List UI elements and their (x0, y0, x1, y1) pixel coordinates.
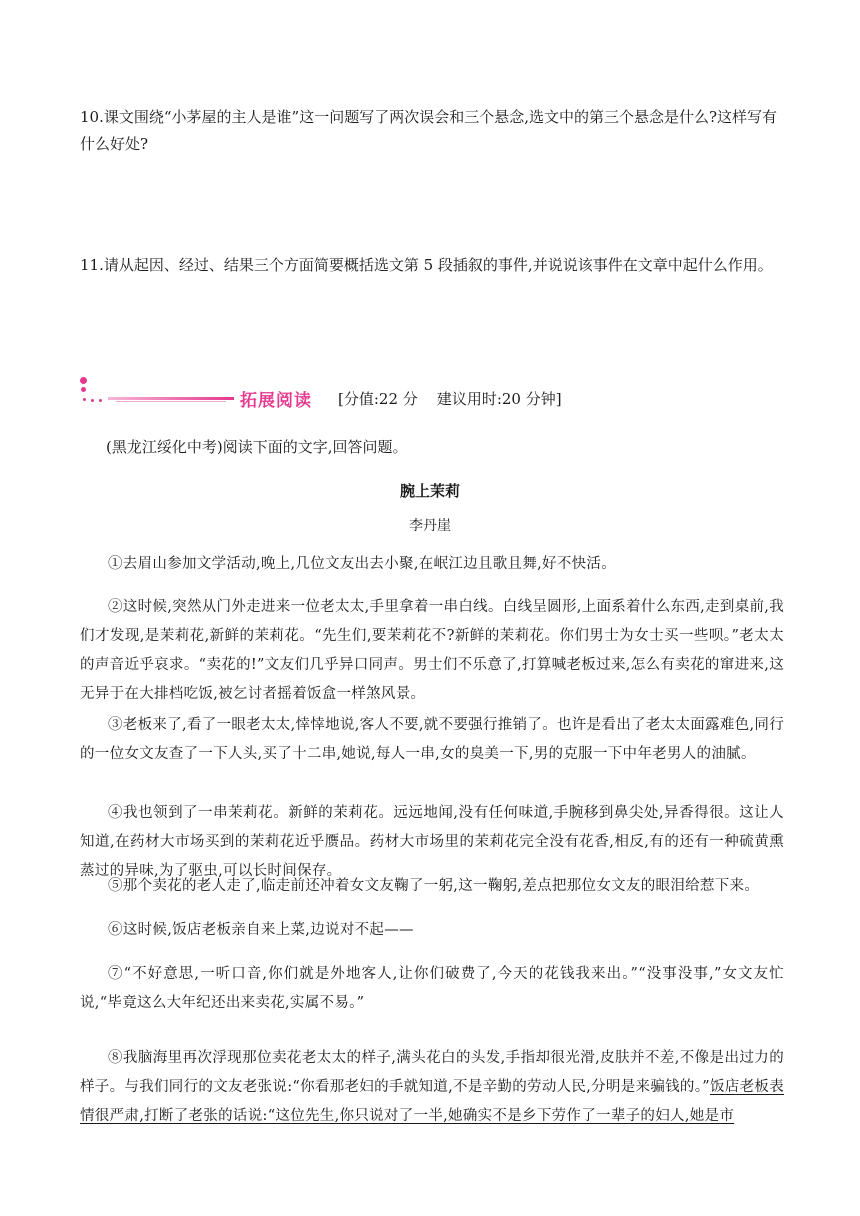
question-11: 11.请从起因、经过、结果三个方面简要概括选文第 5 段插叙的事件,并说说该事件在文章中起什么作用。 (80, 256, 773, 274)
paragraph-7: ⑦“不好意思,一听口音,你们就是外地客人,让你们破费了,今天的花钱我来出。”“没事没事,”女文友忙说,“毕竟这么大年纪还出来卖花,实属不易。” (80, 966, 784, 1011)
decorative-dot-icon (80, 377, 87, 384)
decorative-dot-icon (99, 399, 102, 402)
question-10: 10.课文围绕“小茅屋的主人是谁”这一问题写了两次误会和三个悬念,选文中的第三个悬念是什么?这样写有什么好处? (80, 108, 778, 153)
paragraph-6: ⑥这时候,饭店老板亲自来上菜,边说对不起—— (108, 922, 414, 938)
paragraph-8 (80, 1044, 784, 1131)
underlined-passage: 饭店老板表情很严肃,打断了老张的话说:“这位先生,你只说对了一半,她确实不是乡下劳作了一辈子的妇人,她是市 (80, 1079, 785, 1124)
paragraph-4: ④我也领到了一串茉莉花。新鲜的茉莉花。远远地闻,没有任何味道,手腕移到鼻尖处,异香得很。这让人知道,在药材大市场买到的茉莉花近乎赝品。药材大市场里的茉莉花完全没有花香,相反,有的还有一种硫黄熏蒸过的异味,为了驱虫,可以长时间保存。 (80, 805, 784, 879)
paragraph-2: ②这时候,突然从门外走进来一位老太太,手里拿着一串白线。白线呈圆形,上面系着什么东西,走到桌前,我们才发现,是茉莉花,新鲜的茉莉花。“先生们,要茉莉花不?新鲜的茉莉花。你们男士为女士买一些呗。”老太太的声音近乎哀求。“卖花的!”文友们几乎异口同声。男士们不乐意了,打算喊老板过来,怎么有卖花的窜进来,这无异于在大排档吃饭,被乞讨者摇着饭盒一样煞风景。 (80, 599, 784, 702)
decorative-dot-icon (91, 399, 94, 402)
paragraph-8-text: ⑧我脑海里再次浮现那位卖花老太太的样子,满头花白的头发,手指却很光滑,皮肤并不差,不像是出过力的样子。与我们同行的文友老张说:“你看那老妇的手就知道,不是辛勤的劳动人民,分明是来骗钱的。” (80, 1050, 784, 1095)
decorative-line (108, 397, 234, 400)
article-title: 腕上茉莉 (399, 482, 460, 500)
article-author: 李丹崖 (409, 518, 451, 534)
paragraph-3: ③老板来了,看了一眼老太太,悻悻地说,客人不要,就不要强行推销了。也许是看出了老太太面露难色,同行的一位女文友查了一下人头,买了十二串,她说,每人一串,女的臭美一下,男的克服一下中年老男人的油腻。 (80, 717, 784, 762)
section-title: 拓展阅读 (240, 391, 312, 411)
paragraph-5: ⑤那个卖花的老人走了,临走前还冲着女文友鞠了一躬,这一鞠躬,差点把那位女文友的眼泪给惹下来。 (108, 878, 760, 894)
article-intro: (黑龙江绥化中考)阅读下面的文字,回答问题。 (106, 438, 408, 456)
extended-reading-header (76, 376, 796, 416)
paragraph-1: ①去眉山参加文学活动,晚上,几位文友出去小聚,在岷江边且歌且舞,好不快活。 (108, 556, 617, 572)
decorative-dot-icon (81, 387, 86, 392)
section-meta: [分值:22 分 建议用时:20 分钟] (338, 390, 562, 408)
decorative-dot-icon (83, 398, 86, 401)
decorative-line (116, 401, 226, 402)
